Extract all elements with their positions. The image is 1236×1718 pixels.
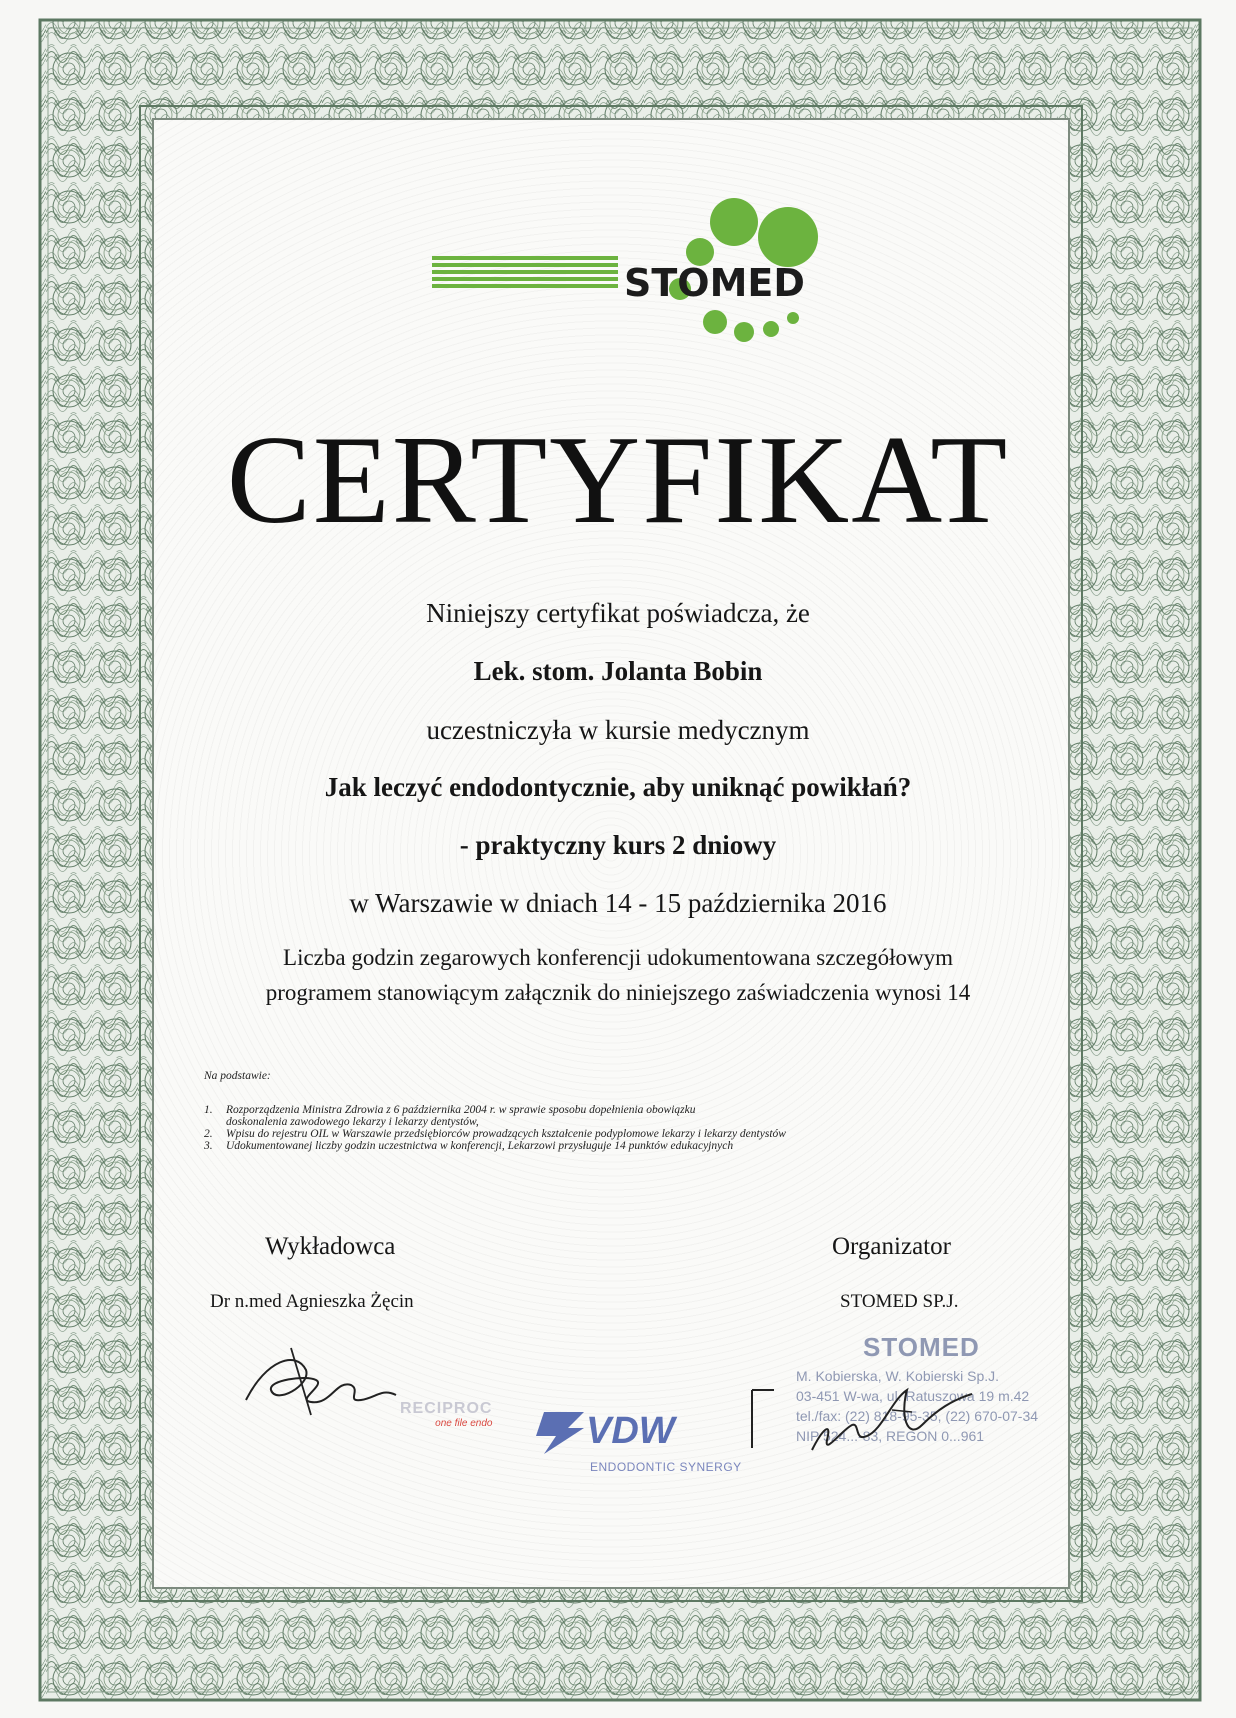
legal-basis-item: 2. Wpisu do rejestru OIL w Warszawie przedsiębiorców prowadzących kształcenie podyplomowe lekarzy i lekarzy dentystów	[204, 1128, 786, 1140]
reciproc-name: RECIPROC	[400, 1400, 493, 1417]
vdw-tagline: ENDODONTIC SYNERGY	[590, 1460, 742, 1474]
stamp-line-3: tel./fax: (22) 818-95-35, (22) 670-07-34	[796, 1408, 1039, 1424]
legal-basis-item-3: Udokumentowanej liczby godzin uczestnictwa w konferencji, Lekarzowi przysługuje 14 punktów edukacyjnych	[226, 1140, 734, 1152]
logo-brand-text: STOMED	[624, 261, 805, 305]
legal-basis-item: 3. Udokumentowanej liczby godzin uczestnictwa w konferencji, Lekarzowi przysługuje 14 punktów edukacyjnych	[204, 1140, 734, 1152]
participation-text: uczestniczyła w kursie medycznym	[426, 715, 810, 745]
lecturer-name: Dr n.med Agnieszka Żęcin	[210, 1291, 414, 1312]
stamp-line-2: 03-451 W-wa, ul. Ratuszowa 19 m.42	[796, 1388, 1030, 1404]
reciproc-tagline: one file endo	[435, 1418, 493, 1429]
intro-text: Niniejszy certyfikat poświadcza, że	[426, 598, 810, 628]
recipient-name: Lek. stom. Jolanta Bobin	[473, 656, 763, 686]
legal-basis-item-1: Rozporządzenia Ministra Zdrowia z 6 października 2004 r. w sprawie sposobu dopełnienia obowiązku	[226, 1104, 696, 1116]
organizer-signature	[742, 1370, 1002, 1470]
stamp-line-4: NIP 524...-83, REGON 0...961	[796, 1428, 985, 1444]
organizer-label: Organizator	[832, 1233, 951, 1260]
hours-text-line-1: Liczba godzin zegarowych konferencji udokumentowana szczegółowym	[283, 945, 953, 970]
lecturer-signature	[236, 1340, 406, 1420]
legal-basis	[204, 1070, 984, 1152]
stomed-logo	[432, 192, 842, 367]
logo-stripes	[432, 256, 618, 288]
legal-basis-heading: Na podstawie:	[204, 1070, 271, 1082]
course-title: Jak leczyć endodontycznie, aby uniknąć powikłań?	[324, 772, 912, 802]
legal-basis-item-1-continued: doskonalenia zawodowego lekarzy i lekarzy dentystów,	[226, 1116, 479, 1128]
legal-basis-list	[204, 1104, 984, 1152]
reciproc-logo	[400, 1400, 492, 1429]
legal-basis-item-2: Wpisu do rejestru OIL w Warszawie przedsiębiorców prowadzących kształcenie podyplomowe lekarzy i lekarzy dentystów	[226, 1128, 786, 1140]
vdw-name: VDW	[586, 1410, 675, 1452]
course-subtitle: - praktyczny kurs 2 dniowy	[459, 830, 777, 860]
legal-basis-item: 1. Rozporządzenia Ministra Zdrowia z 6 października 2004 r. w sprawie sposobu dopełnienia obowiązku	[204, 1104, 696, 1116]
hours-text-line-2: programem stanowiącym załącznik do niniejszego zaświadczenia wynosi 14	[265, 980, 971, 1005]
vdw-lightning-icon	[530, 1410, 590, 1456]
place-date-text: w Warszawie w dniach 14 - 15 października 2016	[349, 888, 887, 918]
stamp-line-1: M. Kobierska, W. Kobierski Sp.J.	[796, 1368, 1000, 1384]
organizer-name: STOMED SP.J.	[840, 1291, 959, 1312]
vdw-logo	[530, 1402, 750, 1482]
lecturer-label: Wykładowca	[265, 1233, 396, 1260]
certificate-title: CERTYFIKAT	[226, 411, 1010, 550]
stamp-brand: STOMED	[863, 1332, 980, 1362]
